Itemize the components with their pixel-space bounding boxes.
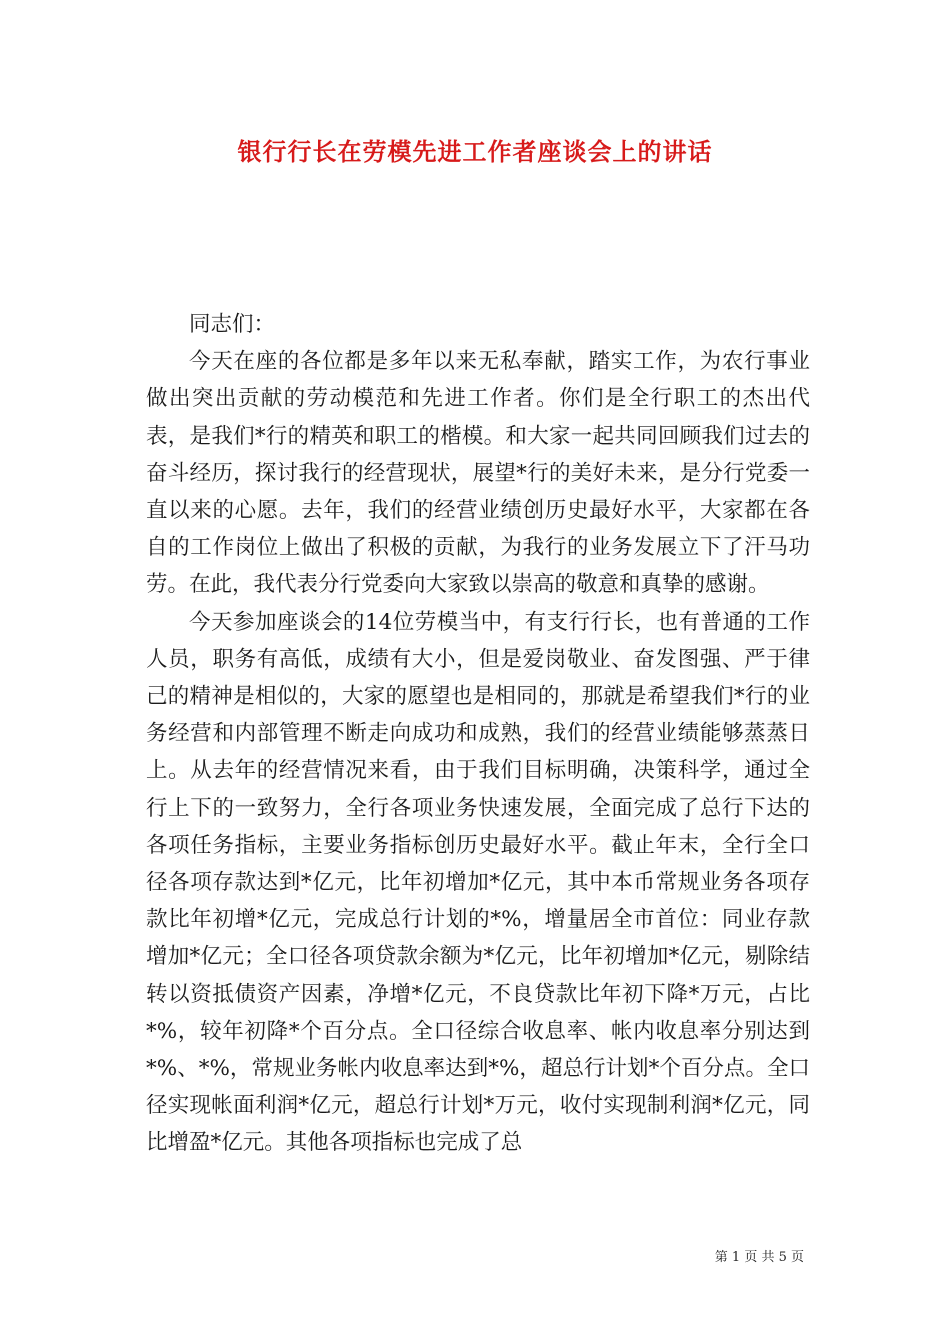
document-body (146, 306, 810, 1162)
salutation: 同志们： (189, 312, 276, 337)
paragraph-1: 今天在座的各位都是多年以来无私奉献，踏实工作，为农行事业做出突出贡献的劳动模范和先进工作者。你们是全行职工的杰出代表，是我们*行的精英和职工的楷模。和大家一起共同回顾我们过去的奋斗经历，探讨我行的经营现状，展望*行的美好未来，是分行党委一直以来的心愿。去年，我们的经营业绩创历史最好水平，大家都在各自的工作岗位上做出了积极的贡献，为我行的业务发展立下了汗马功劳。在此，我代表分行党委向大家致以崇高的敬意和真挚的感谢。 (146, 349, 810, 598)
paragraph-2: 今天参加座谈会的14位劳模当中，有支行行长，也有普通的工作人员，职务有高低，成绩有大小，但是爱岗敬业、奋发图强、严于律己的精神是相似的，大家的愿望也是相同的，那就是希望我们*行的业务经营和内部管理不断走向成功和成熟，我们的经营业绩能够蒸蒸日上。从去年的经营情况来看，由于我们目标明确，决策科学，通过全行上下的一致努力，全行各项业务快速发展，全面完成了总行下达的各项任务指标，主要业务指标创历史最好水平。截止年末，全行全口径各项存款达到*亿元，比年初增加*亿元，其中本币常规业务各项存款比年初增*亿元，完成总行计划的*%，增量居全市首位：同业存款增加*亿元；全口径各项贷款余额为*亿元，比年初增加*亿元，剔除结转以资抵债资产因素，净增*亿元，不良贷款比年初下降*万元，占比*%，较年初降*个百分点。全口径综合收息率、帐内收息率分别达到*%、*%，常规业务帐内收息率达到*%，超总行计划*个百分点。全口径实现帐面利润*亿元，超总行计划*万元，收付实现制利润*亿元，同比增盈*亿元。其他各项指标也完成了总 (146, 609, 810, 1156)
page-number: 第 1 页 共 5 页 (714, 1250, 804, 1265)
document-title: 银行行长在劳模先进工作者座谈会上的讲话 (237, 137, 713, 166)
